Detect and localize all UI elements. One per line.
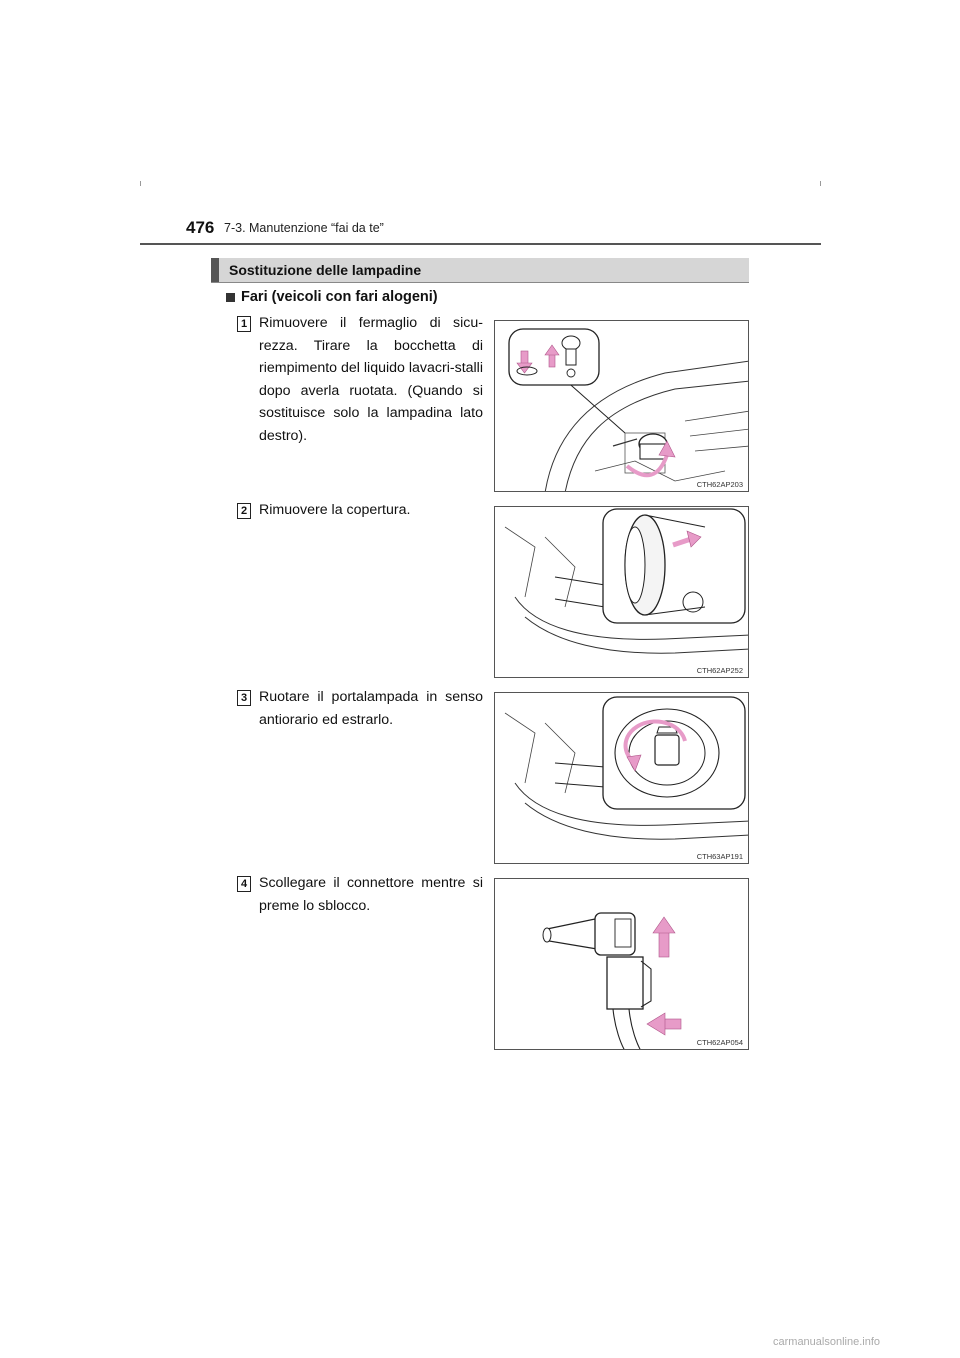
figure-code-2: CTH62AP252 (696, 666, 743, 675)
step-number-4: 4 (237, 876, 251, 892)
step-text-3: Ruotare il portalampada in senso antiorario ed estrarlo. (259, 689, 483, 728)
section-rule (211, 282, 749, 283)
step-number-1: 1 (237, 316, 251, 332)
washer-filler-illustration (495, 321, 749, 492)
chapter-title: 7-3. Manutenzione “fai da te” (224, 221, 384, 235)
bulb-connector-illustration (495, 879, 749, 1050)
subheading (226, 289, 438, 305)
figure-step-4 (494, 878, 749, 1050)
headlight-cover-illustration (495, 507, 749, 678)
section-title: Sostituzione delle lampadine (229, 262, 422, 278)
step-text-4: Scollegare il connettore mentre si preme lo sblocco. (259, 875, 483, 914)
step-text-1: Rimuovere il fermaglio di sicu-rezza. Tirare la bocchetta di riempimento del liquido lavacri-stalli dopo averla ruotata. (Quando si sostituisce solo la lampadina lato destro). (259, 315, 483, 444)
figure-step-3 (494, 692, 749, 864)
step-text-2: Rimuovere la copertura. (259, 502, 411, 518)
figure-step-2 (494, 506, 749, 678)
crop-mark-left (140, 181, 141, 186)
figure-step-1 (494, 320, 749, 492)
step-number-2: 2 (237, 503, 251, 519)
subheading-text: Fari (veicoli con fari alogeni) (241, 289, 438, 305)
watermark: carmanualsonline.info (773, 1336, 881, 1348)
crop-mark-right (820, 181, 821, 186)
square-bullet-icon (226, 293, 235, 302)
figure-code-3: CTH63AP191 (696, 852, 743, 861)
section-header (211, 258, 749, 282)
figure-code-4: CTH62AP054 (696, 1038, 743, 1047)
step-number-3: 3 (237, 690, 251, 706)
header-rule (140, 243, 821, 245)
bulb-holder-illustration (495, 693, 749, 864)
page-number: 476 (186, 218, 215, 237)
figure-code-1: CTH62AP203 (696, 480, 743, 489)
